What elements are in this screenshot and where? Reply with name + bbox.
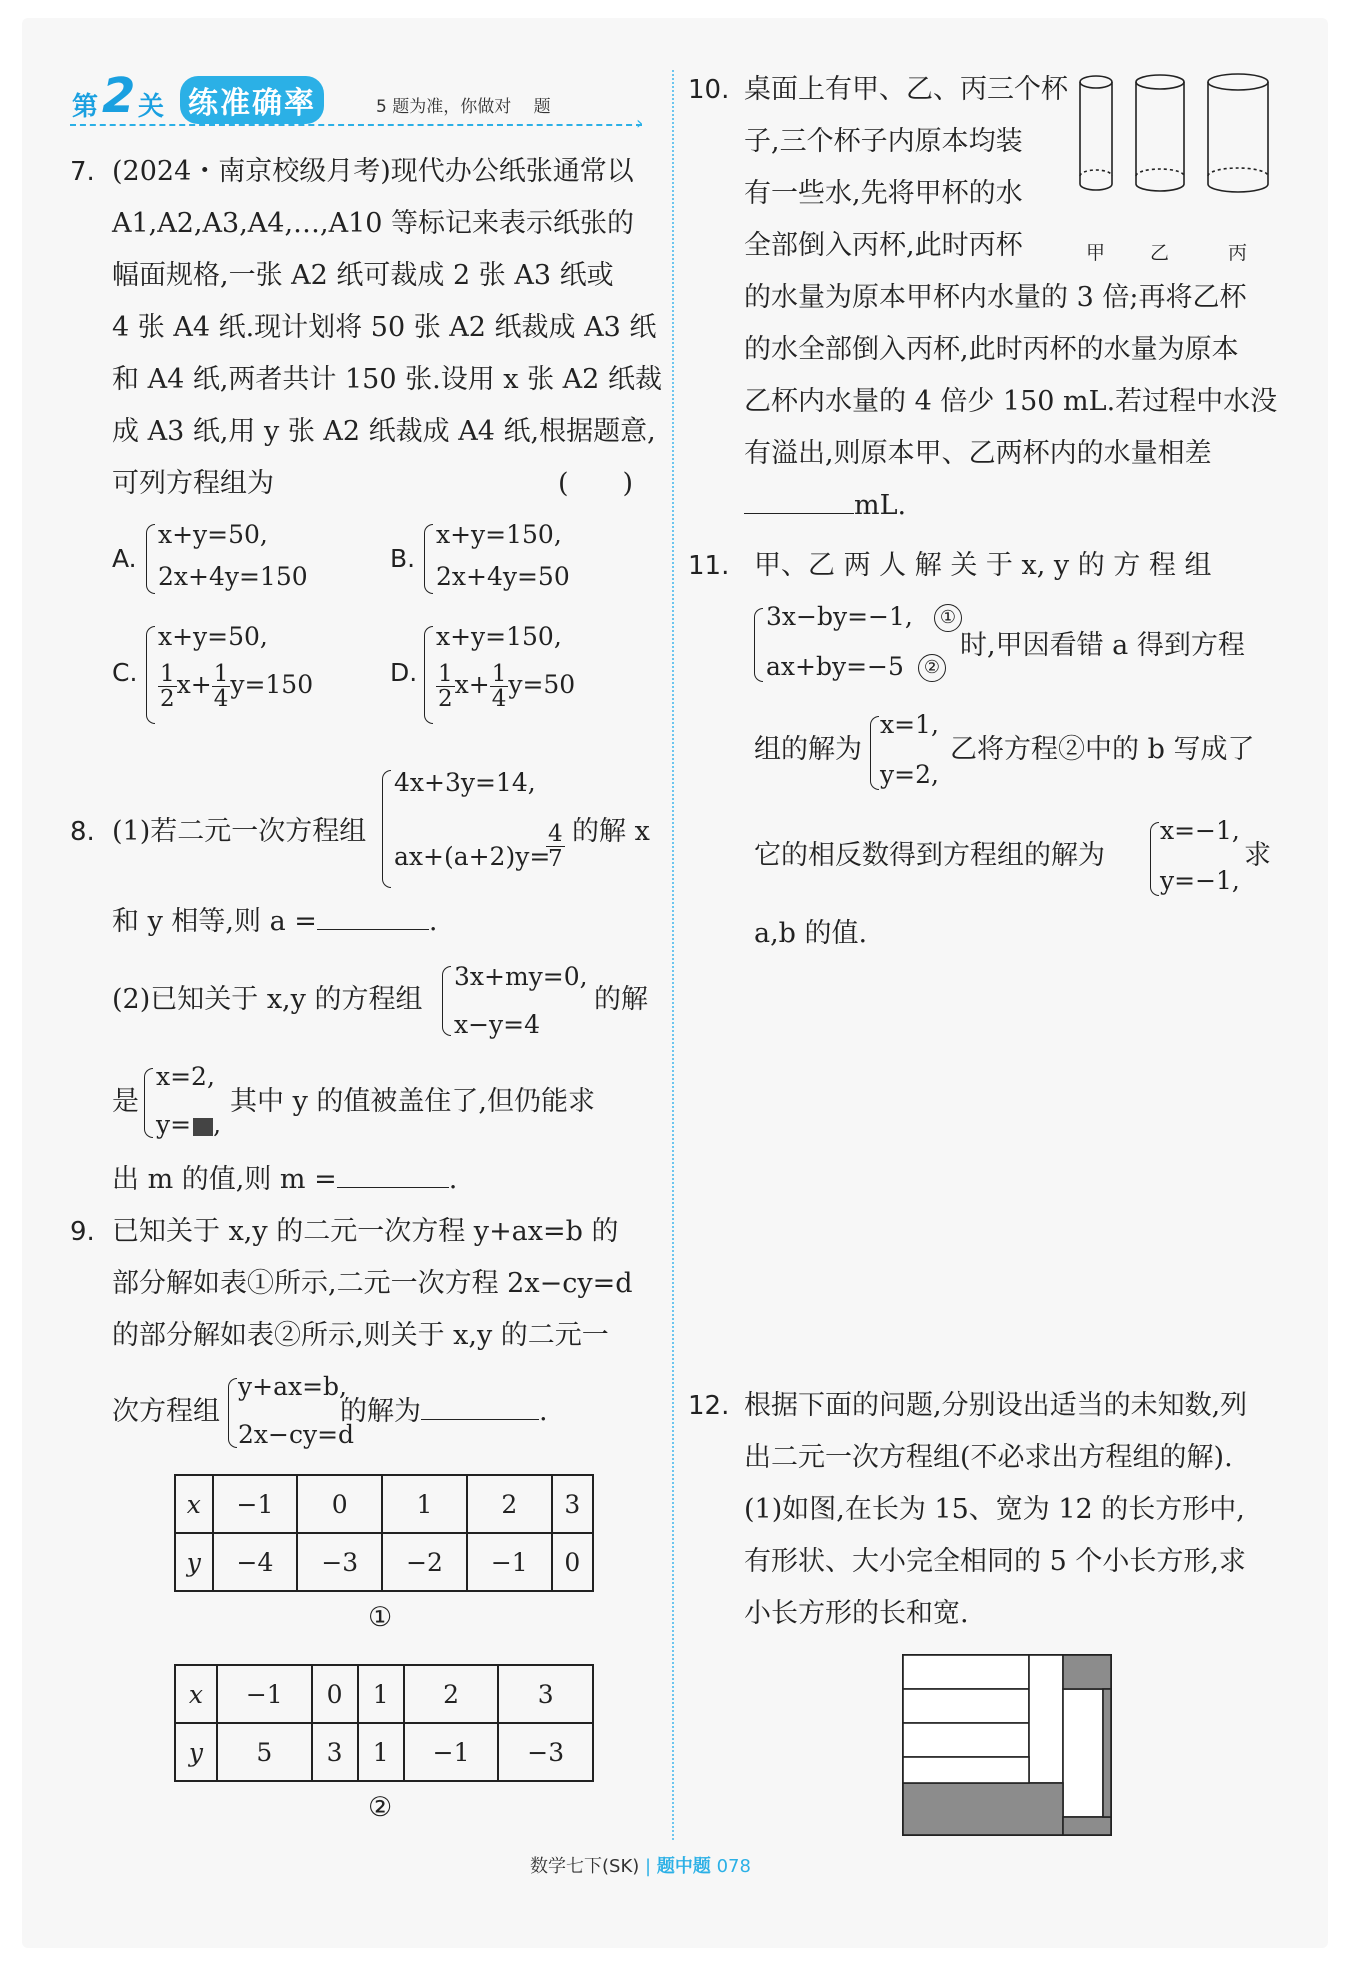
eq-line-fraction: $\frac{1}{2}x+$ $\frac{1}{4}y=150$ bbox=[160, 661, 314, 712]
q7-line: 成 A3 纸,用 y 张 A2 纸裁成 A4 纸,根据题意, bbox=[112, 416, 656, 447]
q10-line: 有溢出,则原本甲、乙两杯内的水量相差 bbox=[744, 438, 1212, 469]
q10-line: 的水量为原本甲杯内水量的 3 倍;再将乙杯 bbox=[744, 282, 1247, 313]
q11-pre3: 它的相反数得到方程组的解为 bbox=[754, 840, 1105, 871]
brace bbox=[146, 626, 155, 724]
answer-blank[interactable] bbox=[337, 1187, 449, 1188]
table-1-label: ① bbox=[368, 1602, 393, 1633]
q8-part1-prefix: (1)若二元一次方程组 bbox=[112, 816, 367, 847]
table-cell: −2 bbox=[382, 1533, 467, 1591]
table-2-label: ② bbox=[368, 1792, 393, 1823]
answer-blank[interactable] bbox=[421, 1419, 539, 1420]
section-header bbox=[70, 68, 650, 134]
cup-yi bbox=[1136, 75, 1184, 191]
q7-line: 可列方程组为 bbox=[112, 468, 274, 499]
eq-line: x−y=4 bbox=[454, 1010, 541, 1039]
cup-label: 乙 bbox=[1150, 242, 1170, 264]
q7-text bbox=[112, 146, 662, 510]
eq-line-fraction: $\frac{1}{2}x+$ $\frac{1}{4}y=50$ bbox=[438, 661, 576, 712]
table-cell: −3 bbox=[498, 1723, 593, 1781]
q10-line: 有一些水,先将甲杯的水 bbox=[744, 178, 1023, 209]
q9-line: 部分解如表①所示,二元一次方程 2x−cy=d bbox=[112, 1268, 633, 1299]
cup-bing bbox=[1208, 74, 1268, 192]
q7-option-d[interactable] bbox=[390, 622, 660, 732]
page-footer bbox=[530, 1852, 830, 1888]
small-rectangle bbox=[903, 1655, 1029, 1689]
q8-part2-line2: 其中 y 的值被盖住了,但仍能求 bbox=[230, 1086, 596, 1117]
option-label: B. bbox=[390, 544, 416, 573]
table-row bbox=[175, 1533, 593, 1591]
q11-number: 11. bbox=[688, 551, 730, 581]
eq-line: 2x+4y=150 bbox=[158, 562, 308, 591]
table-cell: 1 bbox=[358, 1665, 404, 1723]
eq-line: x+y=50, bbox=[158, 520, 268, 549]
brace bbox=[424, 524, 433, 594]
header-dotted-line bbox=[70, 124, 642, 126]
q12-number: 12. bbox=[688, 1391, 730, 1421]
table-cell: −3 bbox=[297, 1533, 382, 1591]
q10-line: 全部倒入丙杯,此时丙杯 bbox=[744, 230, 1023, 261]
option-label: C. bbox=[112, 658, 138, 687]
cup-label: 甲 bbox=[1086, 242, 1106, 264]
q12-line: 出二元一次方程组(不必求出方程组的解). bbox=[744, 1442, 1233, 1473]
eq-line: ax+by=−5 bbox=[766, 652, 904, 681]
eq-line: 3x+my=0, bbox=[454, 962, 588, 991]
table-cell: x bbox=[175, 1475, 213, 1533]
cups-figure bbox=[1068, 72, 1284, 202]
table-cell: 1 bbox=[358, 1723, 404, 1781]
eq-line: 3x−by=−1, bbox=[766, 602, 913, 631]
small-rectangle bbox=[1063, 1689, 1103, 1817]
q7-line: 4 张 A4 纸.现计划将 50 张 A2 纸裁成 A3 纸 bbox=[112, 312, 657, 343]
q7-answer-paren: ( ) bbox=[558, 468, 634, 499]
table-cell: y bbox=[175, 1723, 217, 1781]
fraction: $\frac{1}{2}$ bbox=[438, 661, 453, 712]
table-cell: 3 bbox=[312, 1723, 358, 1781]
q8-part1-suffix: 的解 x bbox=[572, 816, 650, 847]
q11-line1: 甲、乙 两 人 解 关 于 x, y 的 方 程 组 bbox=[754, 550, 1212, 581]
q11-post3: 求 bbox=[1244, 840, 1271, 871]
question-11 bbox=[688, 540, 1288, 960]
table-cell: −4 bbox=[213, 1533, 298, 1591]
option-label: D. bbox=[390, 658, 418, 687]
q9-line: 的部分解如表②所示,则关于 x,y 的二元一 bbox=[112, 1320, 609, 1351]
table-cell: −1 bbox=[467, 1533, 552, 1591]
rectangle-figure bbox=[902, 1654, 1114, 1838]
table-cell: 0 bbox=[297, 1475, 382, 1533]
q8-part2-line3: 出 m 的值,则 m = . bbox=[112, 1164, 458, 1195]
table-cell: 3 bbox=[552, 1475, 593, 1533]
arrow-icon: › bbox=[636, 113, 644, 134]
eq-line: y=2, bbox=[880, 760, 939, 789]
q10-line: 的水全部倒入丙杯,此时丙杯的水量为原本 bbox=[744, 334, 1239, 365]
covered-value-block bbox=[193, 1118, 213, 1136]
q12-line: 小长方形的长和宽. bbox=[744, 1598, 969, 1629]
q12-line: 根据下面的问题,分别设出适当的未知数,列 bbox=[744, 1390, 1248, 1421]
brace bbox=[1150, 822, 1159, 896]
eq-line: x=−1, bbox=[1160, 816, 1240, 845]
table-row bbox=[175, 1475, 593, 1533]
table-row bbox=[175, 1723, 593, 1781]
eq-line: y=−1, bbox=[1160, 866, 1240, 895]
value-table-1 bbox=[174, 1474, 594, 1592]
table-cell: −1 bbox=[213, 1475, 298, 1533]
eq-line: x=2, bbox=[156, 1062, 215, 1091]
brace bbox=[144, 1068, 153, 1138]
eq-line: x+y=150, bbox=[436, 622, 562, 651]
table-cell: y bbox=[175, 1533, 213, 1591]
stage-prefix: 第 bbox=[72, 92, 99, 122]
q7-line: (2024・南京校级月考)现代办公纸张通常以 bbox=[112, 156, 634, 187]
eq-line: x+y=150, bbox=[436, 520, 562, 549]
fraction: $\frac{4}{7}$ bbox=[548, 821, 563, 872]
q10-line: 子,三个杯子内原本均装 bbox=[744, 126, 1023, 157]
q12-text bbox=[744, 1380, 1247, 1640]
q7-line: 和 A4 纸,两者共计 150 张.设用 x 张 A2 纸裁 bbox=[112, 364, 662, 395]
q9-prefix: 次方程组 bbox=[112, 1396, 220, 1427]
q9-line: 已知关于 x,y 的二元一次方程 y+ax=b 的 bbox=[112, 1216, 619, 1247]
eq-line: y+ax=b, bbox=[238, 1372, 347, 1401]
circled-1-label: ① bbox=[934, 604, 962, 632]
q10-line-blank: mL. bbox=[744, 480, 1277, 532]
small-rectangle bbox=[1029, 1655, 1063, 1783]
shaded-region bbox=[903, 1783, 1063, 1835]
brand-name: 题中题 bbox=[656, 1856, 711, 1877]
eq-line: 2x+4y=50 bbox=[436, 562, 570, 591]
q7-option-b[interactable] bbox=[390, 520, 650, 600]
q11-post1: 时,甲因看错 a 得到方程 bbox=[960, 630, 1245, 661]
small-rectangle bbox=[903, 1689, 1029, 1723]
fraction: $\frac{1}{4}$ bbox=[491, 661, 507, 712]
table-cell: 3 bbox=[498, 1665, 593, 1723]
q8-number: 8. bbox=[70, 817, 95, 847]
q10-number: 10. bbox=[688, 75, 730, 105]
table-cell: 0 bbox=[312, 1665, 358, 1723]
q9-suffix: 的解为 . bbox=[340, 1396, 548, 1427]
column-divider bbox=[672, 70, 674, 1840]
stage-suffix: 关 bbox=[138, 92, 165, 122]
answer-blank[interactable] bbox=[744, 513, 854, 514]
eq-line: x=1, bbox=[880, 710, 939, 739]
page-number: 078 bbox=[716, 1856, 751, 1877]
q10-line: 乙杯内水量的 4 倍少 150 mL.若过程中水没 bbox=[744, 386, 1278, 417]
cup-label: 丙 bbox=[1228, 242, 1248, 264]
q8-part2-prefix: (2)已知关于 x,y 的方程组 bbox=[112, 984, 423, 1015]
q11-post2: 乙将方程②中的 b 写成了 bbox=[950, 734, 1255, 765]
eq-line-covered: y= , bbox=[156, 1110, 222, 1139]
brace bbox=[382, 770, 391, 888]
value-table-2 bbox=[174, 1664, 594, 1782]
q8-part2-suffix: 的解 bbox=[594, 984, 648, 1015]
q7-option-a[interactable] bbox=[112, 520, 372, 600]
q9-number: 9. bbox=[70, 1217, 95, 1247]
brace bbox=[228, 1378, 237, 1448]
q8-part1-line2: 和 y 相等,则 a = . bbox=[112, 906, 438, 937]
q12-line: (1)如图,在长为 15、宽为 12 的长方形中, bbox=[744, 1494, 1245, 1525]
table-cell: 1 bbox=[382, 1475, 467, 1533]
cup-jia bbox=[1080, 76, 1112, 190]
table-row bbox=[175, 1665, 593, 1723]
table-cell: 2 bbox=[404, 1665, 499, 1723]
table-cell: −1 bbox=[217, 1665, 312, 1723]
brace bbox=[424, 626, 433, 724]
table-cell: 2 bbox=[467, 1475, 552, 1533]
circled-2-label: ② bbox=[918, 654, 946, 682]
q8-part2-is: 是 bbox=[112, 1086, 139, 1117]
score-note: 5 题为准，你做对 题 bbox=[376, 97, 551, 117]
q7-line: A1,A2,A3,A4,…,A10 等标记来表示纸张的 bbox=[112, 208, 635, 239]
eq-line: 2x−cy=d bbox=[238, 1420, 355, 1449]
q7-line: 幅面规格,一张 A2 纸可裁成 2 张 A3 纸或 bbox=[112, 260, 614, 291]
eq-line: x+y=50, bbox=[158, 622, 268, 651]
brace bbox=[870, 716, 879, 790]
q10-line: 桌面上有甲、乙、丙三个杯 bbox=[744, 74, 1068, 105]
footer-separator: | bbox=[645, 1856, 652, 1877]
fraction: $\frac{1}{2}$ bbox=[160, 661, 175, 712]
book-title: 数学七下(SK) bbox=[530, 1856, 640, 1877]
answer-blank[interactable] bbox=[317, 929, 429, 930]
table-cell: x bbox=[175, 1665, 217, 1723]
shaded-region bbox=[1103, 1689, 1111, 1817]
shaded-region bbox=[1063, 1817, 1111, 1835]
q11-pre2: 组的解为 bbox=[754, 734, 862, 765]
question-8 bbox=[70, 766, 660, 1206]
brace bbox=[146, 524, 155, 594]
shaded-region bbox=[903, 1757, 1029, 1783]
option-label: A. bbox=[112, 544, 137, 573]
table-cell: −1 bbox=[404, 1723, 499, 1781]
eq-line: 4x+3y=14, bbox=[394, 768, 536, 797]
stage-number: 2 bbox=[102, 68, 136, 124]
q7-number: 7. bbox=[70, 157, 95, 187]
brace bbox=[754, 608, 763, 682]
shaded-region bbox=[1063, 1655, 1111, 1689]
q11-line4: a,b 的值. bbox=[754, 918, 868, 949]
banner-title: 练准确率 bbox=[180, 76, 324, 124]
table-cell: 0 bbox=[552, 1533, 593, 1591]
table-cell: 5 bbox=[217, 1723, 312, 1781]
small-rectangle bbox=[903, 1723, 1029, 1757]
q12-line: 有形状、大小完全相同的 5 个小长方形,求 bbox=[744, 1546, 1246, 1577]
eq-line: ax+(a+2)y= bbox=[394, 842, 551, 871]
fraction: $\frac{1}{4}$ bbox=[213, 661, 229, 712]
q7-option-c[interactable] bbox=[112, 622, 372, 732]
q9-text bbox=[112, 1206, 632, 1362]
brace bbox=[442, 966, 451, 1036]
